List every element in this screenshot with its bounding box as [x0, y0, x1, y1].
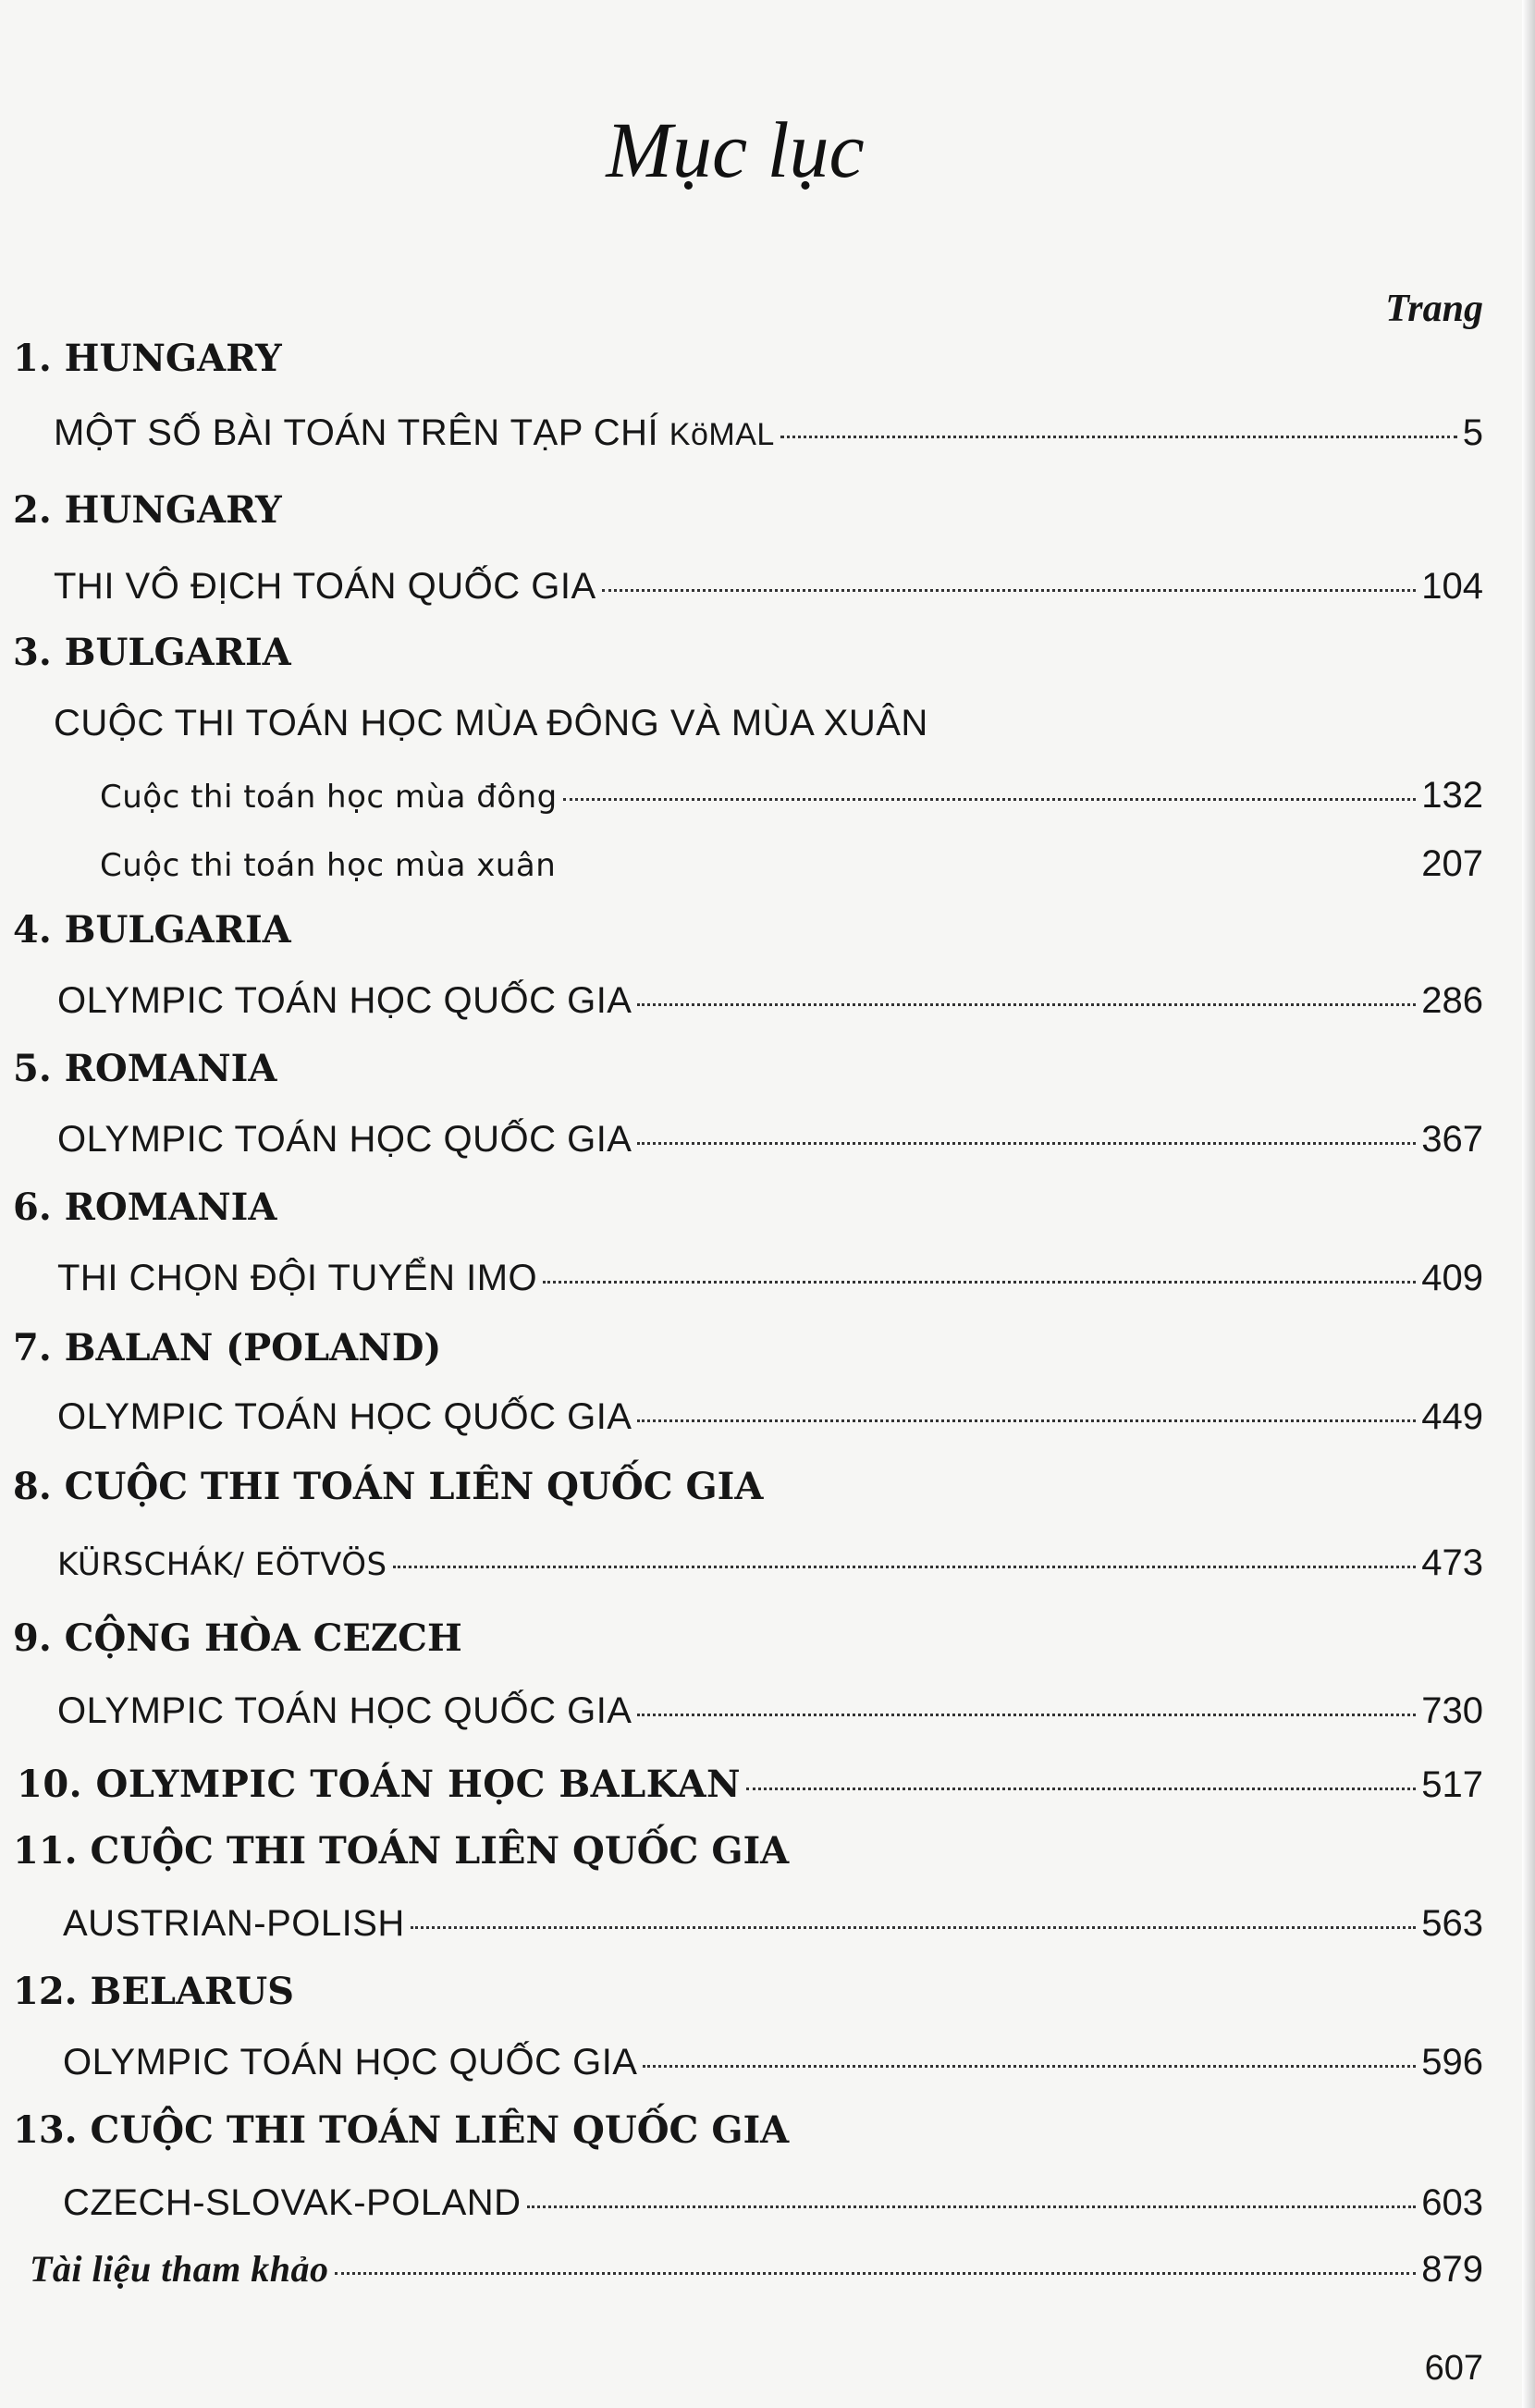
toc-label: CZECH-SLOVAK-POLAND: [63, 2182, 522, 2223]
toc-line-12[interactable]: [63, 2042, 1483, 2083]
dot-leader: [527, 2205, 1417, 2208]
section-heading-3: 3. BULGARIA: [13, 631, 291, 674]
page-edge: [1522, 0, 1535, 2408]
toc-page-number: 104: [1421, 566, 1483, 607]
dot-leader: [637, 1419, 1416, 1422]
toc-line-6[interactable]: [57, 1258, 1483, 1299]
section-heading-11: 11. CUỘC THI TOÁN LIÊN QUỐC GIA: [13, 1829, 790, 1873]
page-number: 607: [1424, 2349, 1483, 2388]
toc-label: OLYMPIC TOÁN HỌC QUỐC GIA: [57, 1119, 632, 1160]
toc-line-references[interactable]: [30, 2247, 1483, 2291]
toc-page-number: 730: [1421, 1690, 1483, 1731]
toc-label: OLYMPIC TOÁN HỌC QUỐC GIA: [57, 1690, 632, 1731]
section-subheading-3: CUỘC THI TOÁN HỌC MÙA ĐÔNG VÀ MÙA XUÂN: [54, 703, 928, 743]
dot-leader: [543, 1281, 1416, 1284]
section-heading-5: 5. ROMANIA: [13, 1047, 277, 1090]
toc-line-4[interactable]: [57, 980, 1483, 1022]
toc-page-number: 132: [1421, 775, 1483, 816]
dot-leader: [393, 1566, 1417, 1568]
toc-line-13[interactable]: [63, 2182, 1483, 2224]
dot-leader: [643, 2065, 1416, 2068]
toc-label: OLYMPIC TOÁN HỌC QUỐC GIA: [57, 980, 632, 1021]
dot-leader: [746, 1788, 1416, 1790]
toc-page-number: 286: [1421, 980, 1483, 1021]
section-heading-2: 2. HUNGARY: [13, 488, 282, 532]
toc-label: Cuộc thi toán học mùa đông: [100, 779, 558, 816]
dot-leader: [335, 2272, 1417, 2275]
toc-page-number: 5: [1462, 412, 1483, 453]
toc-page-number: 473: [1421, 1542, 1483, 1583]
toc-line-7[interactable]: [57, 1396, 1483, 1438]
dot-leader: [411, 1926, 1416, 1929]
section-heading-9: 9. CỘNG HÒA CEZCH: [13, 1616, 462, 1660]
toc-page-number: 207: [1421, 843, 1483, 884]
section-heading-7: 7. BALAN (POLAND): [13, 1326, 442, 1370]
section-heading-4: 4. BULGARIA: [13, 908, 291, 952]
dot-leader: [637, 1003, 1416, 1006]
dot-leader: [563, 798, 1417, 801]
toc-line-2[interactable]: [54, 566, 1483, 608]
toc-label: OLYMPIC TOÁN HỌC QUỐC GIA: [57, 1396, 632, 1437]
section-heading-8: 8. CUỘC THI TOÁN LIÊN QUỐC GIA: [13, 1465, 764, 1508]
toc-line-1[interactable]: [54, 412, 1483, 454]
toc-label: OLYMPIC TOÁN HỌC QUỐC GIA: [63, 2042, 638, 2082]
toc-line-5[interactable]: [57, 1119, 1483, 1161]
dot-leader: [561, 866, 1416, 869]
toc-label: THI VÔ ĐỊCH TOÁN QUỐC GIA: [54, 566, 596, 607]
dot-leader: [637, 1142, 1416, 1145]
toc-line-11[interactable]: [63, 1903, 1483, 1945]
toc-page-number: 449: [1421, 1396, 1483, 1437]
section-heading-13: 13. CUỘC THI TOÁN LIÊN QUỐC GIA: [13, 2108, 790, 2152]
toc-line-8[interactable]: [57, 1542, 1483, 1584]
references-label: Tài liệu tham khảo: [30, 2248, 329, 2290]
toc-page-number: 409: [1421, 1258, 1483, 1298]
toc-page-number: 563: [1421, 1903, 1483, 1944]
toc-line-3b[interactable]: [100, 843, 1483, 885]
dot-leader: [637, 1714, 1416, 1716]
dot-leader: [780, 436, 1457, 438]
toc-page-number: 879: [1421, 2249, 1483, 2290]
page-title: Mục lục: [606, 105, 865, 194]
toc-line-10[interactable]: [17, 1763, 1483, 1806]
toc-page-number: 517: [1421, 1764, 1483, 1805]
toc-page-number: 596: [1421, 2042, 1483, 2082]
dot-leader: [602, 589, 1417, 592]
toc-label: KÜRSCHÁK/ EÖTVÖS: [57, 1546, 387, 1583]
section-heading-1: 1. HUNGARY: [13, 337, 282, 380]
toc-label: THI CHỌN ĐỘI TUYỂN IMO: [57, 1258, 538, 1298]
toc-label: AUSTRIAN-POLISH: [63, 1903, 405, 1944]
toc-line-9[interactable]: [57, 1690, 1483, 1732]
page-column-label: Trang: [1385, 288, 1483, 330]
section-heading-12: 12. BELARUS: [13, 1970, 294, 2013]
section-heading-6: 6. ROMANIA: [13, 1186, 277, 1229]
section-heading-10: 10. OLYMPIC TOÁN HỌC BALKAN: [17, 1763, 742, 1806]
toc-line-3a[interactable]: [100, 775, 1483, 817]
toc-label: Cuộc thi toán học mùa xuân: [100, 847, 557, 884]
toc-page-number: 603: [1421, 2182, 1483, 2223]
toc-page-number: 367: [1421, 1119, 1483, 1160]
toc-label: MỘT SỐ BÀI TOÁN TRÊN TẠP CHÍ KöMAL: [54, 412, 775, 453]
